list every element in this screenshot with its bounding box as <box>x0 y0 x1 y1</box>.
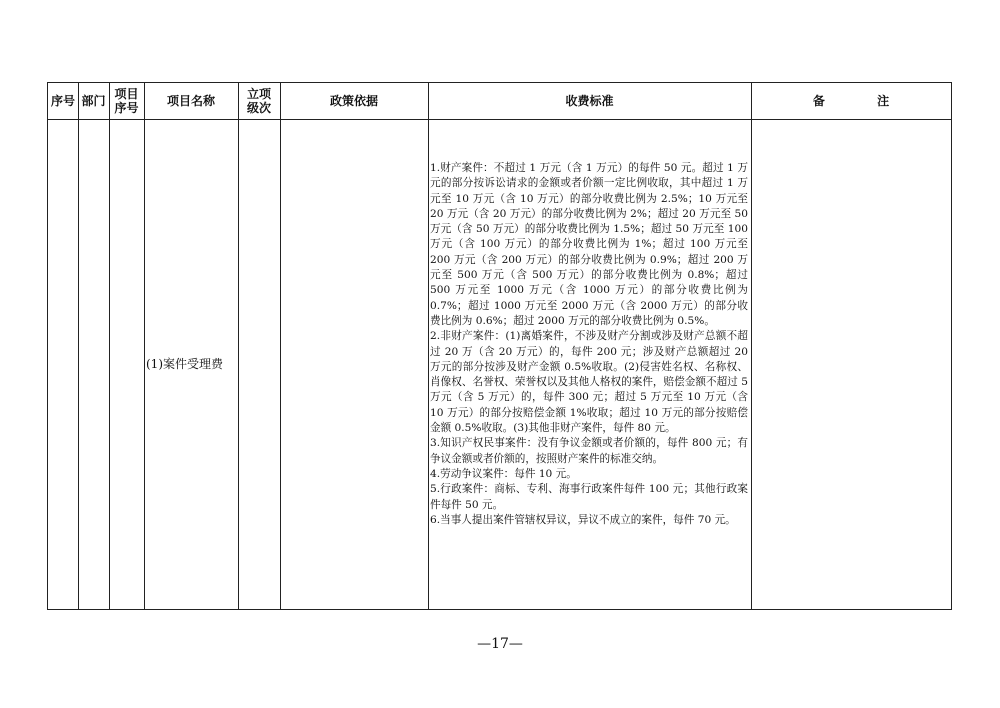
column-divider <box>144 83 145 609</box>
header-remarks: 备 注 <box>812 94 914 108</box>
fee-paragraph: 6.当事人提出案件管辖权异议，异议不成立的案件，每件 70 元。 <box>430 513 736 526</box>
column-divider <box>751 83 752 609</box>
column-divider <box>78 83 79 609</box>
column-divider <box>428 83 429 609</box>
header-policy: 政策依据 <box>329 94 378 108</box>
fee-paragraph: 3.知识产权民事案件：没有争议金额或者价额的，每件 800 元；有争议金额或者价额的，按照财产案件的标准交纳。 <box>430 437 748 465</box>
fee-paragraph: 2.非财产案件：(1)离婚案件，不涉及财产分割或涉及财产总额不超过 20 万（含 20 万元）的，每件 200 元；涉及财产总额超过 20 万元的部分按涉及财产金额 0.5%收取。(2)侵害姓名权、名称权、肖像权、名誉权、荣誉权以及其他人格权的案件，赔偿金额不超过 5 万元（含 5 万元）的，每件 300 元；超过 5 万元至 10 万元（含 10 万元）的部分按赔偿金额 1%收取；超过 10 万元的部分按赔偿金额 0.5%收取。(3)其他非财产案件，每件 80 元。 <box>430 330 748 435</box>
fee-standard-cell <box>430 161 748 528</box>
fee-paragraph: 4.劳动争议案件：每件 10 元。 <box>430 467 577 480</box>
page-number: —17— <box>477 636 523 652</box>
column-divider <box>238 83 239 609</box>
header-dept: 部门 <box>81 94 106 108</box>
header-seq: 序号 <box>50 94 75 108</box>
fee-paragraph: 1.财产案件：不超过 1 万元（含 1 万元）的每件 50 元。超过 1 万元的部分按诉讼请求的金额或者价额一定比例收取，其中超过 1 万元至 10 万元（含 10 万元）的部分收费比例为 2.5%；10 万元至 20 万元（含 20 万元）的部分收费比例为 2%；超过 20 万元至 50 万元（含 50 万元）的部分收费比例为 1.5%；超过 50 万元至 100 万元（含 100 万元）的部分收费比例为 1%；超过 100 万元至 200 万元（含 200 万元）的部分收费比例为 0.9%；超过 200 万元至 500 万元（含 500 万元）的部分收费比例为 0.8%；超过 500 万元至 1000 万元（含 1000 万元）的部分收费比例为 0.7%；超过 1000 万元至 2000 万元（含 2000 万元）的部分收费比例为 0.6%；超过 2000 万元的部分收费比例为 0.5%。 <box>430 162 748 327</box>
item-name-cell: (1)案件受理费 <box>146 357 223 371</box>
header-item-seq: 项目 序号 <box>114 87 139 115</box>
fee-table <box>47 82 952 610</box>
header-level: 立项 级次 <box>246 87 271 115</box>
header-item-name: 项目名称 <box>166 94 215 108</box>
column-divider <box>109 83 110 609</box>
header-divider <box>48 119 951 120</box>
header-fee-standard: 收费标准 <box>565 94 614 108</box>
fee-paragraph: 5.行政案件：商标、专利、海事行政案件每件 100 元；其他行政案件每件 50 元。 <box>430 483 748 511</box>
column-divider <box>280 83 281 609</box>
